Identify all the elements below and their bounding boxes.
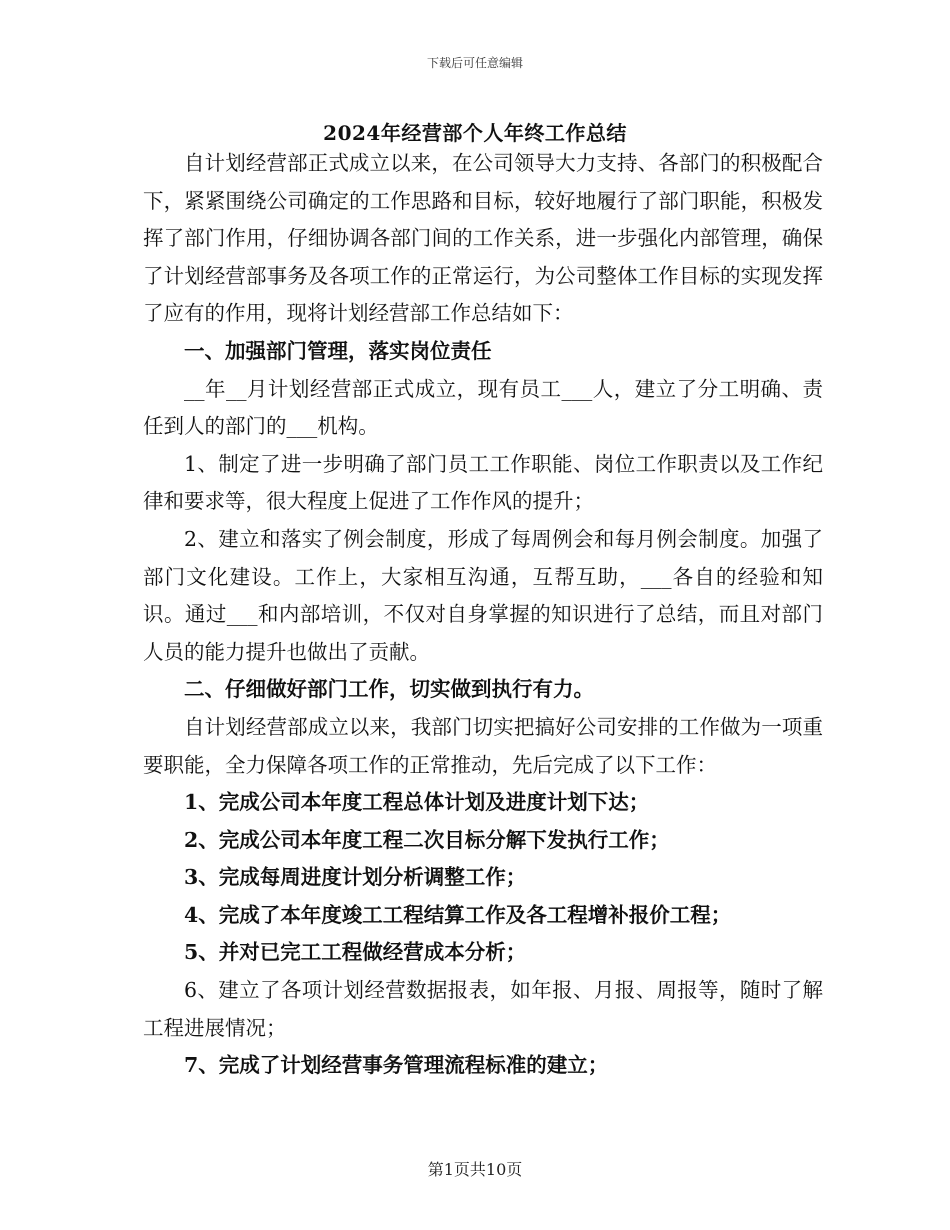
list-item-7: 7、完成了计划经营事务管理流程标准的建立； bbox=[184, 1053, 609, 1078]
paragraph-work-intro: 自计划经营部成立以来，我部门切实把搞好公司安排的工作做为一项重要职能，全力保障各项工作的正常推动，先后完成了以下工作： bbox=[143, 714, 823, 777]
document-title: 2024年经营部个人年终工作总结 bbox=[323, 121, 627, 145]
list-item-5: 5、并对已完工工程做经营成本分析； bbox=[184, 940, 527, 965]
paragraph-item-1: 1、制定了进一步明确了部门员工工作职能、岗位工作职责以及工作纪律和要求等，很大程度上促进了工作作风的提升； bbox=[143, 451, 823, 514]
list-item-4: 4、完成了本年度竣工工程结算工作及各工程增补报价工程； bbox=[184, 902, 732, 927]
list-item-3: 3、完成每周进度计划分析调整工作； bbox=[184, 865, 527, 890]
paragraph-item-2: 2、建立和落实了例会制度，形成了每周例会和每月例会制度。加强了部门文化建设。工作上，大家相互沟通，互帮互助，___各自的经验和知识。通过___和内部培训，不仅对自身掌握的知识进行了总结，而且对部门人员的能力提升也做出了贡献。 bbox=[143, 526, 823, 664]
section-heading-1: 一、加强部门管理，落实岗位责任 bbox=[184, 338, 492, 363]
section-heading-2: 二、仔细做好部门工作，切实做到执行有力。 bbox=[184, 677, 594, 702]
list-item-6: 6、建立了各项计划经营数据报表，如年报、月报、周报等，随时了解工程进展情况； bbox=[143, 978, 823, 1040]
intro-paragraph: 自计划经营部正式成立以来，在公司领导大力支持、各部门的积极配合下，紧紧围绕公司确定的工作思路和目标，较好地履行了部门职能，积极发挥了部门作用，仔细协调各部门间的工作关系，进一步强化内部管理，确保了计划经营部事务及各项工作的正常运行，为公司整体工作目标的实现发挥了应有的作用，现将计划经营部工作总结如下： bbox=[143, 151, 823, 326]
paragraph-dept-setup: __年__月计划经营部正式成立，现有员工___人，建立了分工明确、责任到人的部门的___机构。 bbox=[143, 376, 823, 439]
page-footer: 第1页共10页 bbox=[427, 1160, 523, 1179]
header-note: 下载后可任意编辑 bbox=[426, 56, 523, 70]
list-item-1: 1、完成公司本年度工程总体计划及进度计划下达； bbox=[184, 790, 650, 815]
document-body bbox=[143, 145, 823, 1085]
list-item-2: 2、完成公司本年度工程二次目标分解下发执行工作； bbox=[184, 827, 670, 852]
